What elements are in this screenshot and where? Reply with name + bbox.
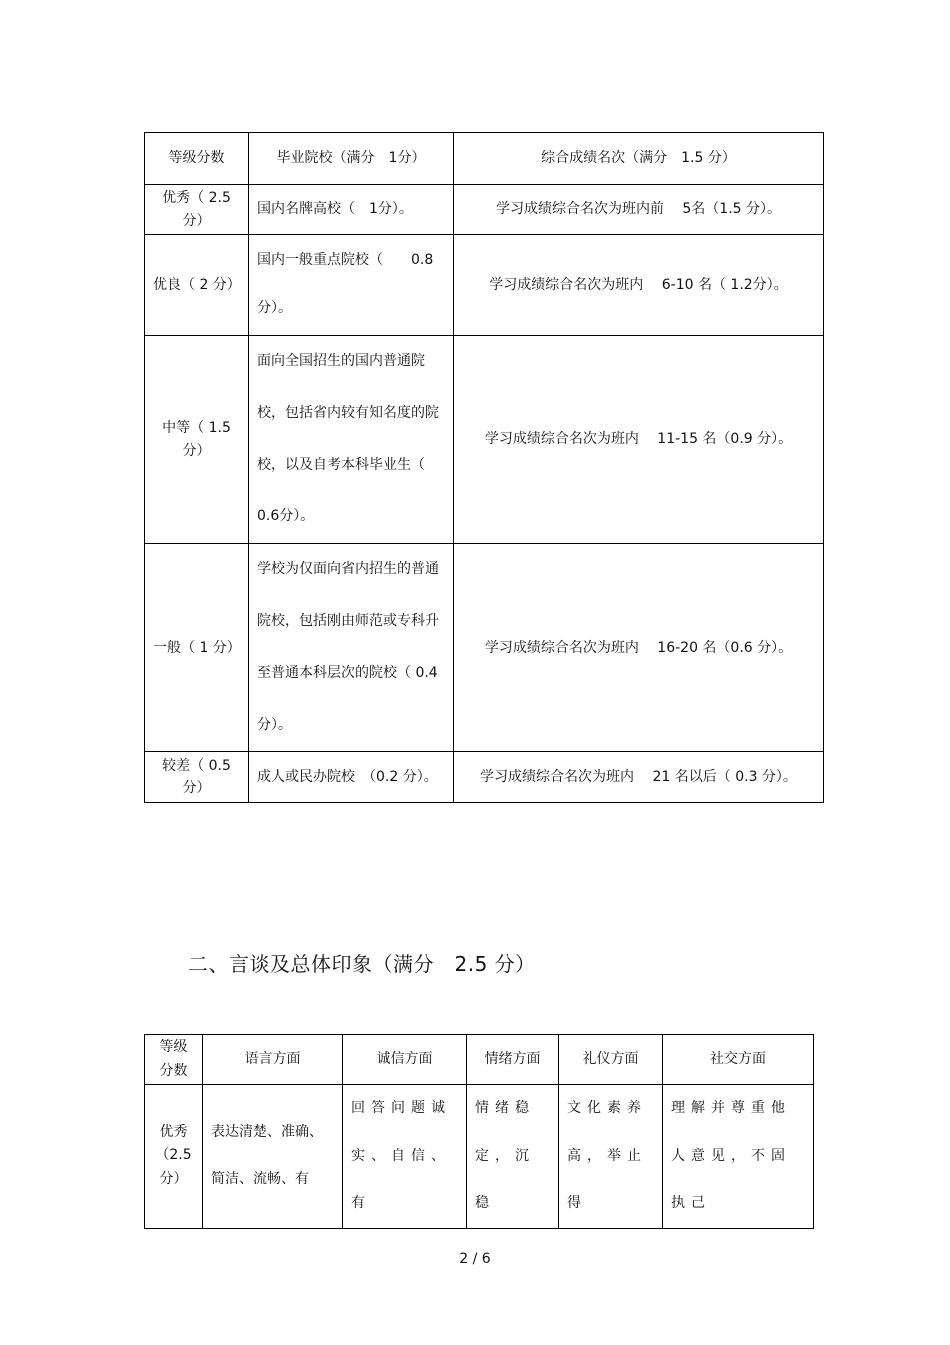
school-cell: 国内名牌高校（ 1分）。 (249, 185, 454, 235)
table-row (145, 752, 824, 803)
grade-cell: 中等（ 1.5 分） (145, 336, 249, 544)
header-grade: 等级分数 (145, 133, 249, 185)
school-cell: 学校为仅面向省内招生的普通院校，包括刚由师范或专科升至普通本科层次的院校（ 0.4分）。 (249, 544, 454, 752)
scoring-table-school-rank (144, 132, 824, 803)
school-cell: 面向全国招生的国内普通院校，包括省内较有知名度的院校，以及自考本科毕业生（ 0.6分）。 (249, 336, 454, 544)
header-grade: 等级分数 (145, 1035, 203, 1085)
rank-cell: 学习成绩综合名次为班内 16-20 名（0.6 分）。 (454, 544, 824, 752)
table-row (145, 544, 824, 752)
section-heading: 二、言谈及总体印象（满分 2.5 分） (188, 952, 536, 976)
rank-cell: 学习成绩综合名次为班内 11-15 名（0.9 分）。 (454, 336, 824, 544)
table-row (145, 336, 824, 544)
language-cell: 表达清楚、准确、简洁、流畅、有 (203, 1085, 343, 1229)
table-row (145, 235, 824, 336)
grade-cell: 优秀（ 2.5 分） (145, 185, 249, 235)
page-number: 2 / 6 (459, 1251, 491, 1267)
rank-cell: 学习成绩综合名次为班内 21 名以后（ 0.3 分）。 (454, 752, 824, 803)
header-emotion: 情绪方面 (467, 1035, 559, 1085)
rank-cell: 学习成绩综合名次为班内前 5名（1.5 分）。 (454, 185, 824, 235)
etiquette-cell: 文化素养高，举止得 (559, 1085, 663, 1229)
header-honesty: 诚信方面 (343, 1035, 467, 1085)
emotion-cell: 情绪稳定，沉稳 (467, 1085, 559, 1229)
scoring-table-impression (144, 1034, 814, 1229)
school-cell: 国内一般重点院校（ 0.8 分）。 (249, 235, 454, 336)
school-cell: 成人或民办院校 （0.2 分）。 (249, 752, 454, 803)
grade-cell: 较差（ 0.5 分） (145, 752, 249, 803)
header-language: 语言方面 (203, 1035, 343, 1085)
header-etiquette: 礼仪方面 (559, 1035, 663, 1085)
rank-cell: 学习成绩综合名次为班内 6-10 名（ 1.2分）。 (454, 235, 824, 336)
grade-cell: 优良（ 2 分） (145, 235, 249, 336)
table-row (145, 185, 824, 235)
grade-cell: 优秀（2.5 分） (145, 1085, 203, 1229)
header-school: 毕业院校（满分 1分） (249, 133, 454, 185)
social-cell: 理解并尊重他人意见，不固执己 (663, 1085, 814, 1229)
honesty-cell: 回答问题诚实、自信、有 (343, 1085, 467, 1229)
header-social: 社交方面 (663, 1035, 814, 1085)
grade-cell: 一般（ 1 分） (145, 544, 249, 752)
header-rank: 综合成绩名次（满分 1.5 分） (454, 133, 824, 185)
table-row (145, 1085, 814, 1229)
